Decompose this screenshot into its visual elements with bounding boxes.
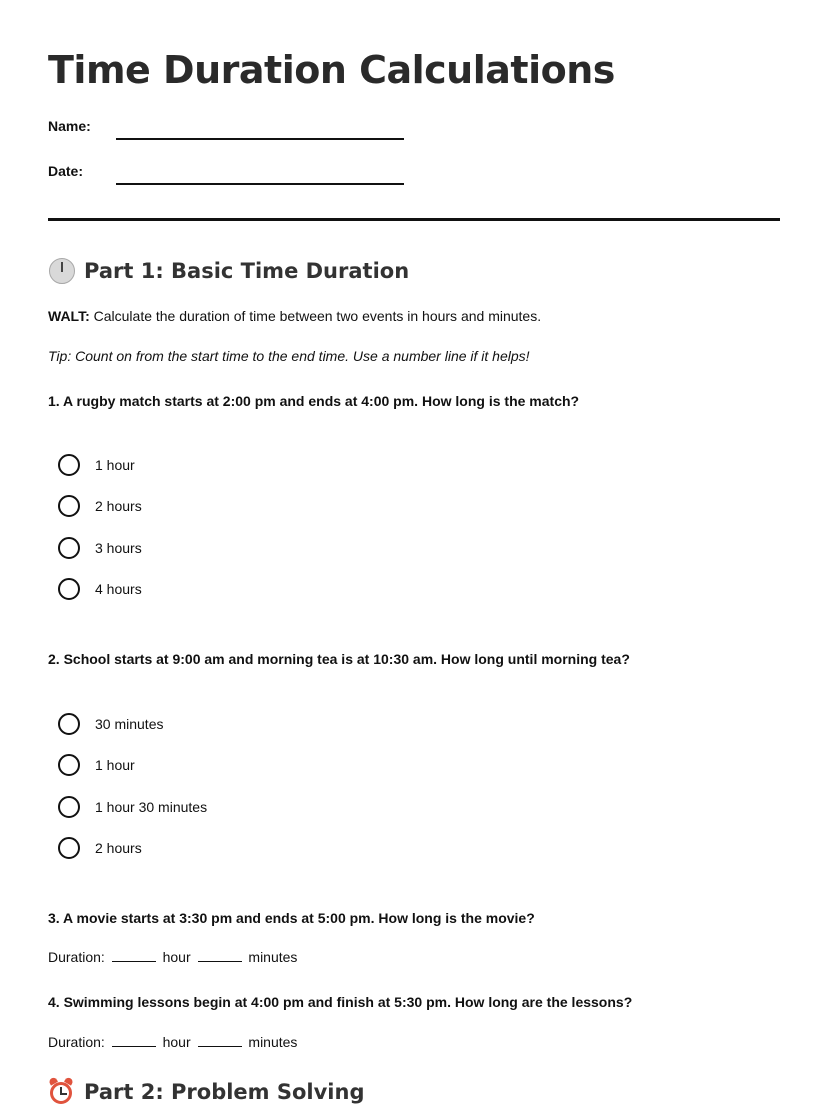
radio-button[interactable]: [58, 454, 80, 476]
q2-option-2[interactable]: [58, 745, 207, 787]
alarm-clock-icon: [48, 1078, 76, 1106]
part1-heading: [48, 257, 409, 285]
divider: [48, 218, 780, 221]
q2-option-4[interactable]: [58, 828, 207, 870]
q2-option-1[interactable]: [58, 703, 207, 745]
date-field-row: [48, 163, 408, 193]
question-3-answer: [48, 949, 297, 965]
name-field[interactable]: [116, 138, 404, 140]
part2-title: Part 2: Problem Solving: [84, 1080, 365, 1104]
question-1: 1. A rugby match starts at 2:00 pm and ends at 4:00 pm. How long is the match?: [48, 393, 580, 409]
radio-button[interactable]: [58, 537, 80, 559]
q1-option-2[interactable]: [58, 486, 142, 528]
option-label: 1 hour: [95, 757, 135, 774]
question-3: 3. A movie starts at 3:30 pm and ends at 5:00 pm. How long is the movie?: [48, 910, 535, 926]
page-title: Time Duration Calculations: [48, 48, 615, 92]
duration-label: Duration:: [48, 949, 105, 965]
question-1-options: [58, 444, 142, 610]
option-label: 2 hours: [95, 840, 142, 857]
question-2-options: [58, 703, 207, 869]
date-field[interactable]: [116, 183, 404, 185]
radio-button[interactable]: [58, 754, 80, 776]
hours-blank[interactable]: [112, 1034, 156, 1047]
radio-button[interactable]: [58, 578, 80, 600]
option-label: 30 minutes: [95, 715, 164, 732]
walt-text: Calculate the duration of time between two events in hours and minutes.: [89, 308, 542, 324]
name-field-row: [48, 118, 408, 148]
q2-option-3[interactable]: [58, 786, 207, 828]
walt-line: [48, 308, 541, 324]
q1-option-3[interactable]: [58, 527, 142, 569]
walt-label: WALT:: [48, 308, 90, 324]
tip-text: Tip: Count on from the start time to the end time. Use a number line if it helps!: [48, 348, 530, 364]
radio-button[interactable]: [58, 713, 80, 735]
minutes-label: minutes: [248, 949, 298, 965]
question-2: 2. School starts at 9:00 am and morning tea is at 10:30 am. How long until morning tea?: [48, 651, 630, 667]
hour-label: hour: [162, 1034, 191, 1050]
minutes-blank[interactable]: [198, 949, 242, 962]
hour-label: hour: [162, 949, 191, 965]
date-label: Date:: [48, 163, 84, 179]
option-label: 2 hours: [95, 498, 142, 515]
option-label: 4 hours: [95, 581, 142, 598]
radio-button[interactable]: [58, 796, 80, 818]
radio-button[interactable]: [58, 837, 80, 859]
minutes-label: minutes: [248, 1034, 298, 1050]
q1-option-1[interactable]: [58, 444, 142, 486]
part1-title: Part 1: Basic Time Duration: [84, 259, 410, 283]
q1-option-4[interactable]: [58, 569, 142, 611]
duration-label: Duration:: [48, 1034, 105, 1050]
option-label: 1 hour 30 minutes: [95, 798, 208, 815]
hours-blank[interactable]: [112, 949, 156, 962]
option-label: 3 hours: [95, 539, 142, 556]
name-label: Name:: [48, 118, 91, 134]
radio-button[interactable]: [58, 495, 80, 517]
option-label: 1 hour: [95, 456, 135, 473]
clock-icon: [48, 257, 76, 285]
question-4: 4. Swimming lessons begin at 4:00 pm and finish at 5:30 pm. How long are the lessons?: [48, 994, 633, 1010]
question-4-answer: [48, 1034, 297, 1050]
part2-heading: [48, 1078, 365, 1106]
minutes-blank[interactable]: [198, 1034, 242, 1047]
